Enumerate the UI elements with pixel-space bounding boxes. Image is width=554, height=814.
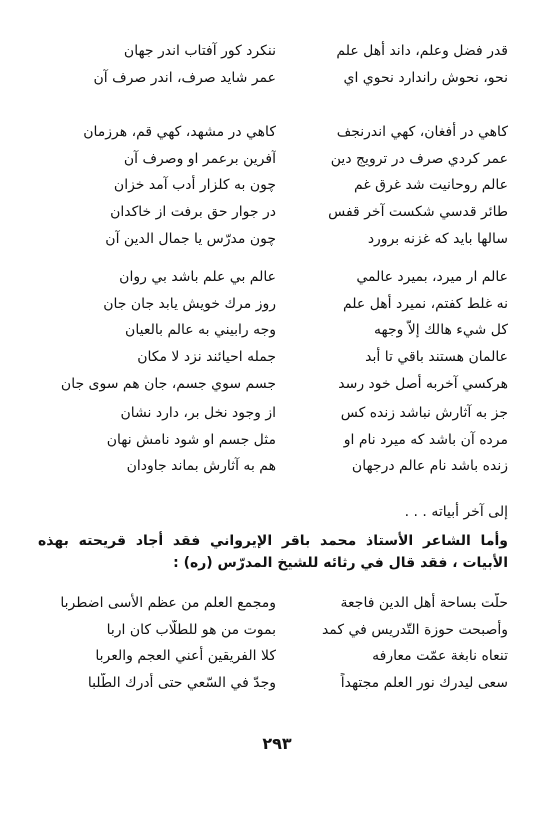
hemistich-first: نحو، نحوش راندارد نحوي اي — [343, 69, 508, 86]
hemistich-second: عالم بي علم باشد بي روان — [119, 269, 276, 286]
hemistich-second: در جوار حق برفت از خاكدان — [110, 204, 276, 221]
hemistich-second: كلا الفريقين أعني العجم والعربا — [95, 648, 276, 665]
verse-line — [38, 453, 508, 480]
verse-line — [38, 344, 508, 371]
hemistich-first: مرده آن باشد كه ميرد نام او — [343, 431, 508, 448]
verse-line — [38, 370, 508, 397]
verse-line — [38, 317, 508, 344]
hemistich-second: روز مرك خويش يابد جان جان — [103, 295, 276, 312]
hemistich-first: سالها بايد كه غزنه برورد — [367, 230, 508, 247]
verse-line — [38, 590, 508, 617]
verse-line — [38, 146, 508, 173]
hemistich-first: جز به آثارش نباشد زنده كس — [340, 405, 508, 422]
verse-line — [38, 199, 508, 226]
verse-line — [38, 38, 508, 65]
hemistich-first: وأصبحت حوزة التّدريس في كمد — [321, 621, 508, 638]
verse-line — [38, 643, 508, 670]
hemistich-first: كاهي در أفغان، كهي اندرنجف — [336, 124, 508, 141]
stanza-2 — [38, 119, 508, 252]
hemistich-first: قدر فضل وعلم، داند أهل علم — [336, 43, 508, 60]
hemistich-second: چون به كلزار أدب آمد خزان — [113, 177, 276, 194]
hemistich-first: عالم ار ميرد، بميرد عالمي — [356, 269, 508, 286]
verse-line — [38, 617, 508, 644]
hemistich-second: جمله احيائند نزد لا مكان — [137, 349, 276, 366]
prose-paragraph: وأما الشاعر الأستاذ محمد باقر الإيرواني فقد أجاد قريحته بهذه الأبيات ، فقد قال في رثائه للشيخ المدرّس (ره) : — [38, 533, 508, 571]
hemistich-first: هركسي آخربه أصل خود رسد — [338, 375, 508, 392]
hemistich-second: از وجود نخل بر، دارد نشان — [120, 405, 276, 422]
hemistich-second: مثل جسم او شود نامش نهان — [106, 431, 276, 448]
hemistich-second: هم به آثارش بماند جاودان — [126, 458, 276, 475]
hemistich-first: تنعاه نابغة عمّت معارفه — [372, 648, 508, 665]
verse-line — [38, 400, 508, 427]
hemistich-first: زنده باشد نام عالم درجهان — [351, 458, 508, 475]
hemistich-first: كل شيء هالك إلاّ وجهه — [373, 322, 508, 339]
verse-line — [38, 119, 508, 146]
hemistich-second: كاهي در مشهد، كهي قم، هرزمان — [83, 124, 276, 141]
verse-line — [38, 291, 508, 318]
hemistich-first: حلّت بساحة أهل الدين فاجعة — [340, 595, 508, 612]
stanza-4 — [38, 400, 508, 480]
hemistich-first: طائر قدسي شكست آخر قفس — [328, 204, 508, 221]
verse-line — [38, 670, 508, 697]
hemistich-first: سعى ليدرك نور العلم مجتهداً — [340, 675, 508, 692]
hemistich-first: نه غلط كفتم، نميرد أهل علم — [342, 295, 508, 312]
verse-line — [38, 264, 508, 291]
verse-line — [38, 427, 508, 454]
hemistich-second: ننكرد كور آفتاب اندر جهان — [123, 43, 276, 60]
hemistich-second: وجه رابيني به عالم بالعيان — [125, 322, 276, 339]
verse-line — [38, 172, 508, 199]
hemistich-second: آفرين برعمر او وصرف آن — [123, 150, 276, 167]
hemistich-second: بموت من هو للطلّاب كان اربا — [106, 621, 276, 638]
verse-line — [38, 225, 508, 252]
hemistich-first: عالم روحانيت شد غرق غم — [354, 177, 508, 194]
stanza-5 — [38, 590, 508, 696]
page-number: ٢٩٣ — [262, 734, 292, 753]
hemistich-second: وجدّ في السّعي حتى أدرك الطّلبا — [87, 675, 276, 692]
hemistich-second: عمر شايد صرف، اندر صرف آن — [93, 69, 276, 86]
stanza-3 — [38, 264, 508, 397]
verse-line — [38, 65, 508, 92]
ellipsis-note: إلى آخر أبياته . . . — [404, 504, 508, 520]
hemistich-second: چون مدرّس يا جمال الدين آن — [105, 230, 276, 247]
stanza-1 — [38, 38, 508, 91]
hemistich-second: جسم سوي جسم، جان هم سوى جان — [60, 375, 276, 392]
hemistich-second: ومجمع العلم من عظم الأسى اضطربا — [60, 595, 276, 612]
hemistich-first: عالمان هستند باقي تا أبد — [365, 349, 508, 366]
hemistich-first: عمر كردي صرف در ترويج دين — [330, 150, 508, 167]
